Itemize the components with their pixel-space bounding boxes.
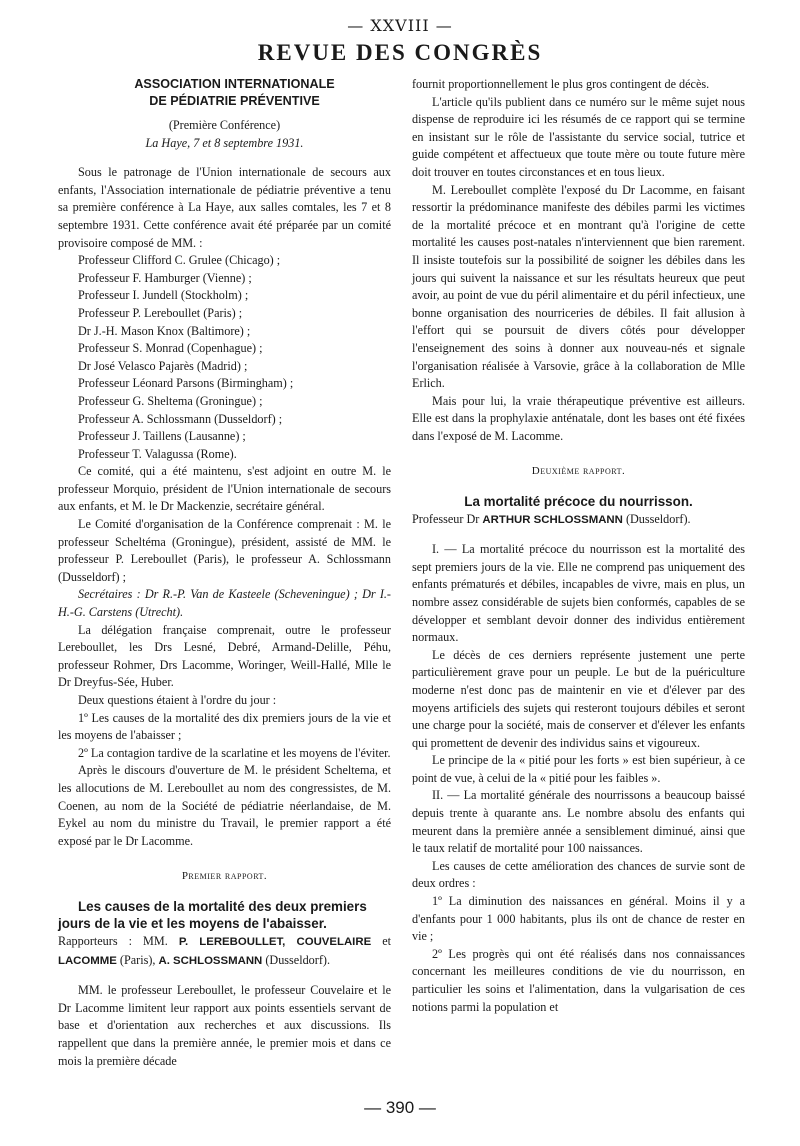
association-heading-line1: ASSOCIATION INTERNATIONALE: [134, 77, 335, 91]
principle-paragraph: Le principe de la « pitié pour les forts » est bien supérieur, à ce point de vue, à celui de la « pitié pour les faibles ».: [412, 753, 745, 785]
article-paragraph: L'article qu'ils publient dans ce numéro sur le même sujet nous dispense de reproduire ici les résumés de ce rapport qui se termine en insistant sur le rôle de l'assistante du service social, tutrice et guide compétent et affectueux que toute mère ou toute future mère doit trouver en toutes circonstances et en tous lieux.: [412, 94, 745, 179]
committee-member: Dr J.-H. Mason Knox (Baltimore) ;: [78, 323, 251, 338]
right-column: [412, 76, 745, 1016]
section-II-paragraph: II. — La mortalité générale des nourrissons a beaucoup baissé depuis trente à quarante ans. Le nombre absolu des enfants qui meurent dans la première année a sensiblement diminué, ainsi que le taux relatif de mortalité pour 100 naissances.: [412, 788, 745, 856]
rapporteurs-conjunction: et: [382, 933, 392, 948]
committee-member: Professeur A. Schlossmann (Dusseldorf) ;: [78, 411, 283, 426]
opening-paragraph: Après le discours d'ouverture de M. le président Scheltema, et les allocutions de M. Lereboullet au nom des congressistes, de M. Coenen, au nom de la Société de pédiatrie néerlandaise, de M. Eykel au nom du ministre du Travail, le premier rapport a été exposé par le Dr Lacomme.: [58, 763, 391, 848]
committee-member: Professeur P. Lereboullet (Paris) ;: [78, 305, 243, 320]
rapporteurs-names: P. LEREBOULLET, COUVELAIRE: [178, 935, 372, 948]
rapporteurs-prefix: Rapporteurs : MM.: [58, 933, 168, 948]
committee-member: Dr José Velasco Pajarès (Madrid) ;: [78, 358, 248, 373]
left-column: [58, 76, 391, 1070]
lereboullet-paragraph: M. Lereboullet complète l'exposé du Dr Lacomme, en faisant ressortir la prédominance manifeste des débiles parmi les victimes de la mortalité précoce et en montrant qu'à l'origine de cette mortalité les causes post-natales n'interviennent que bien rarement. Il insiste toutefois sur la possibilité de soigner les débiles dans les jours qui suivent la naissance et sur les résultats heureux que peut avoir, au point de vue du péril alimentaire et du péril infectieux, une bonne organisation des nourriceries de débiles. Il fait allusion à l'effort qui se poursuit de divers côtés pour développer l'enseignement des soins à donner aux nouveau-nés et signale l'organisation réalisée à Varsovie, grâce à la collaboration de Mlle Erlich.: [412, 182, 745, 391]
causes-intro: Les causes de cette amélioration des chances de survie sont de deux ordres :: [412, 858, 745, 891]
cause-2: 2º Les progrès qui ont été réalisés dans nos connaissances concernant les meilleures conditions de vie du nourrisson, en particulier les soins et l'alimentation, dans la vulgarisation de ces notions parmi la population et: [412, 946, 745, 1014]
secretaries-paragraph: Secrétaires : Dr R.-P. Van de Kasteele (Scheveningue) ; Dr I.-H.-G. Carstens (Utrecht).: [58, 587, 391, 620]
committee-member: Professeur Léonard Parsons (Birmingham) ;: [78, 376, 294, 391]
rapporteurs-names: LACOMME: [58, 954, 117, 967]
rapporteurs-city: (Paris),: [119, 952, 156, 967]
roman-page-number: — XXVIII —: [347, 16, 453, 35]
cause-1: 1º La diminution des naissances en général. Moins il y a d'enfants pour 1 000 habitants, plus ils ont de chance de rester en vie ;: [412, 894, 745, 944]
committee-member: Professeur Clifford C. Grulee (Chicago) ;: [78, 253, 281, 268]
first-report-rapporteurs: [58, 933, 391, 970]
summary-paragraph: MM. le professeur Lereboullet, le professeur Couvelaire et le Dr Lacomme limitent leur rapport aux points essentiels servant de base et d'orientation aux recherches et aux discussions. Ils rappellent que dans la première année, le premier mois et dans ce mois la première décade: [58, 983, 391, 1068]
committee-member: Professeur S. Monrad (Copenhague) ;: [78, 341, 263, 356]
second-report-author: [412, 511, 745, 530]
author-prefix: Professeur Dr: [412, 511, 480, 526]
author-city: (Dusseldorf).: [625, 511, 691, 526]
committee-member: Professeur G. Sheltema (Groningue) ;: [78, 393, 263, 408]
agenda-item-1: 1º Les causes de la mortalité des dix premiers jours de la vie et les moyens de l'abaisser ;: [58, 710, 391, 743]
association-heading-line2: DE PÉDIATRIE PRÉVENTIVE: [149, 94, 320, 108]
intro-paragraph: Sous le patronage de l'Union internationale de secours aux enfants, l'Association internationale de pédiatrie préventive a tenu sa première conférence à La Haye, aux salles comtales, les 7 et 8 septembre 1931. Cette conférence avait été préparée par un comité provisoire composé de MM. :: [58, 165, 391, 250]
second-report-label: Deuxième rapport.: [531, 465, 626, 478]
delegation-paragraph: La délégation française comprenait, outre le professeur Lereboullet, les Drs Lesné, Debré, Armand-Delille, Péhu, professeur Rohmer, Drs Lacomme, Woringer, Weill-Hallé, Mlle le Dr Dreyfus-Sée, Huber.: [58, 622, 391, 690]
organisation-paragraph: Le Comité d'organisation de la Conférence comprenait : M. le professeur Scheltéma (Groningue), président, assisté de MM. le professeur P. Lereboullet (Paris), le professeur A. Schlossmann (Dusseldorf) ;: [58, 517, 391, 584]
second-report-title: La mortalité précoce du nourrisson.: [464, 494, 693, 510]
therapeutic-paragraph: Mais pour lui, la vraie thérapeutique préventive est ailleurs. Elle est dans la prophylaxie anténatale, dont les bases ont été fixées dans l'exposé de M. Lacomme.: [412, 393, 745, 443]
rapporteurs-city: (Dusseldorf).: [265, 952, 330, 967]
committee-paragraph: Ce comité, qui a été maintenu, s'est adjoint en outre M. le professeur Morquio, président de l'Union internationale de secours aux enfants, et M. le Dr Mackenzie, secrétaire général.: [58, 464, 391, 514]
conference-dates: La Haye, 7 et 8 septembre 1931.: [145, 135, 304, 150]
agenda-item-2: 2º La contagion tardive de la scarlatine et les moyens de l'éviter.: [78, 745, 391, 760]
first-report-title: Les causes de la mortalité des deux premiers jours de la vie et les moyens de l'abaisser.: [58, 898, 367, 932]
rapporteurs-names: A. SCHLOSSMANN: [158, 954, 263, 967]
section-I-paragraph: I. — La mortalité précoce du nourrisson est la mortalité des sept premiers jours de la vie. Elle ne comprend pas uniquement des enfants prématurés et débiles, incapables de vivre, mais en plus, un nombre assez considérable de sujets bien conformés, capables de se développer et semblant devoir donner des individus entièrement normaux.: [412, 542, 745, 645]
committee-list: [58, 252, 391, 463]
committee-member: Professeur T. Valagussa (Rome).: [78, 446, 237, 461]
committee-member: Professeur J. Taillens (Lausanne) ;: [78, 429, 246, 444]
committee-member: Professeur I. Jundell (Stockholm) ;: [78, 288, 249, 303]
page-number: — 390 —: [364, 1098, 436, 1117]
committee-member: Professeur F. Hamburger (Vienne) ;: [78, 270, 252, 285]
deaths-paragraph: Le décès de ces derniers représente justement une perte particulièrement grave pour un peuple. Le but de la puériculture moderne n'est donc pas de maintenir en vie et d'élever par des moyens artificiels des sujets qui resteront toujours débiles et seront une charge pour la société, mais de conserver et d'élever les enfants qui promettent de devenir des individus sains et vigoureux.: [412, 647, 745, 750]
continued-paragraph: fournit proportionnellement le plus gros contingent de décès.: [412, 77, 710, 91]
first-report-label: Premier rapport.: [181, 870, 268, 883]
author-name: ARTHUR SCHLOSSMANN: [482, 513, 623, 526]
conference-subtitle: (Première Conférence): [168, 118, 281, 132]
page-title: REVUE DES CONGRÈS: [257, 40, 543, 65]
agenda-intro: Deux questions étaient à l'ordre du jour :: [78, 693, 277, 707]
